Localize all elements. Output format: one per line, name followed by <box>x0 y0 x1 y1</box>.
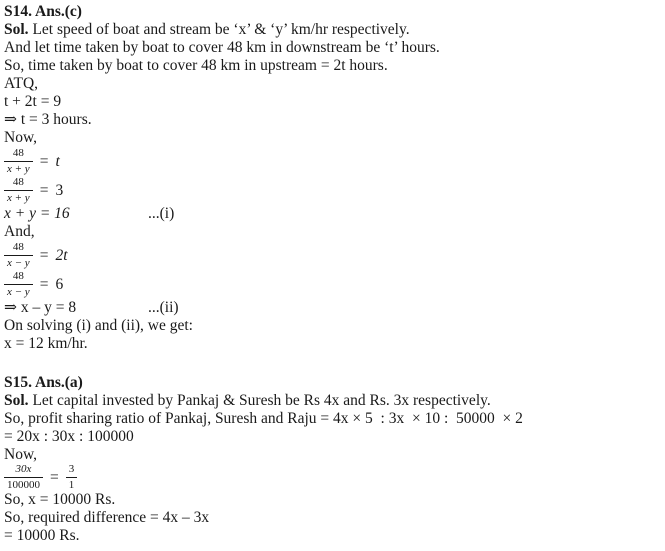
fraction-numerator: 48 <box>12 176 24 188</box>
s15-line-ratio-simplified: = 20x : 30x : 100000 <box>4 428 134 445</box>
s14-line-upstream: So, time taken by boat to cover 48 km in upstream = 2t hours. <box>4 57 388 74</box>
fraction-numerator: 48 <box>12 147 24 159</box>
s14-sol-text: Let speed of boat and stream be ‘x’ & ‘y’ km/hr respectively. <box>28 21 410 38</box>
equation-i-tag: ...(i) <box>148 205 175 222</box>
equals-sign: = <box>50 468 59 486</box>
fraction-denominator: 100000 <box>4 477 43 491</box>
equation-rhs: 3 <box>55 181 64 199</box>
s15-line-difference: So, required difference = 4x – 3x <box>4 509 210 526</box>
s14-line-result: x = 12 km/hr. <box>4 335 88 352</box>
s14-sol-label: Sol. <box>4 21 29 38</box>
equation-rhs: 6 <box>55 275 64 293</box>
fraction-denominator: x + y <box>4 161 33 175</box>
s14-line-solving: On solving (i) and (ii), we get: <box>4 317 193 334</box>
s14-line-atq: ATQ, <box>4 75 39 92</box>
s14-eq-t: t + 2t = 9 <box>4 93 62 110</box>
s14-sol-line <box>4 21 665 39</box>
fraction-numerator: 48 <box>12 241 24 253</box>
fraction-denominator: x − y <box>4 255 33 269</box>
equation-rhs: t <box>55 152 60 170</box>
fraction-numerator: 3 <box>68 463 75 475</box>
s14-equation-frac4 <box>4 270 665 299</box>
equals-sign: = <box>39 246 49 264</box>
s14-equation-frac1 <box>4 147 665 176</box>
s15-sol-line <box>4 392 665 410</box>
s14-eq-t-result: ⇒ t = 3 hours. <box>4 111 92 128</box>
equation-i-body: x + y = 16 <box>4 205 70 222</box>
s14-line-now: Now, <box>4 129 38 146</box>
fraction-3-over-1 <box>66 464 78 491</box>
fraction-48-over-x-minus-y <box>4 271 33 298</box>
equation-rhs: 2t <box>55 246 68 264</box>
fraction-numerator: 48 <box>12 270 24 282</box>
s15-heading: S15. Ans.(a) <box>4 374 83 391</box>
fraction-numerator: 30x <box>15 463 32 475</box>
s14-equation-i <box>4 205 665 223</box>
section-divider-space <box>4 353 665 374</box>
s15-sol-text: Let capital invested by Pankaj & Suresh be Rs 4x and Rs. 3x respectively. <box>28 392 491 409</box>
fraction-30x-over-100000 <box>4 464 43 491</box>
fraction-denominator: x − y <box>4 284 33 298</box>
equals-sign: = <box>39 275 49 293</box>
s15-line-x-value: So, x = 10000 Rs. <box>4 491 116 508</box>
s15-equation-frac <box>4 464 665 491</box>
s15-line-now: Now, <box>4 446 38 463</box>
equals-sign: = <box>39 181 49 199</box>
s14-equation-ii <box>4 299 665 317</box>
s14-equation-frac3 <box>4 241 665 270</box>
s14-equation-frac2 <box>4 176 665 205</box>
s14-line-and: And, <box>4 223 35 240</box>
s15-sol-label: Sol. <box>4 392 29 409</box>
fraction-48-over-x-plus-y <box>4 177 33 204</box>
s14-line-downstream: And let time taken by boat to cover 48 km in downstream be ‘t’ hours. <box>4 39 440 56</box>
fraction-denominator: 1 <box>66 477 78 491</box>
fraction-48-over-x-plus-y <box>4 148 33 175</box>
s15-line-result: = 10000 Rs. <box>4 527 80 544</box>
fraction-denominator: x + y <box>4 190 33 204</box>
equals-sign: = <box>39 152 49 170</box>
fraction-48-over-x-minus-y <box>4 242 33 269</box>
equation-ii-tag: ...(ii) <box>148 299 179 316</box>
s14-heading: S14. Ans.(c) <box>4 3 82 20</box>
solution-s14 <box>4 3 665 353</box>
s15-line-ratio: So, profit sharing ratio of Pankaj, Suresh and Raju = 4x × 5 : 3x × 10 : 50000 × 2 <box>4 410 523 427</box>
solution-s15 <box>4 374 665 545</box>
equation-ii-body: ⇒ x – y = 8 <box>4 299 77 316</box>
